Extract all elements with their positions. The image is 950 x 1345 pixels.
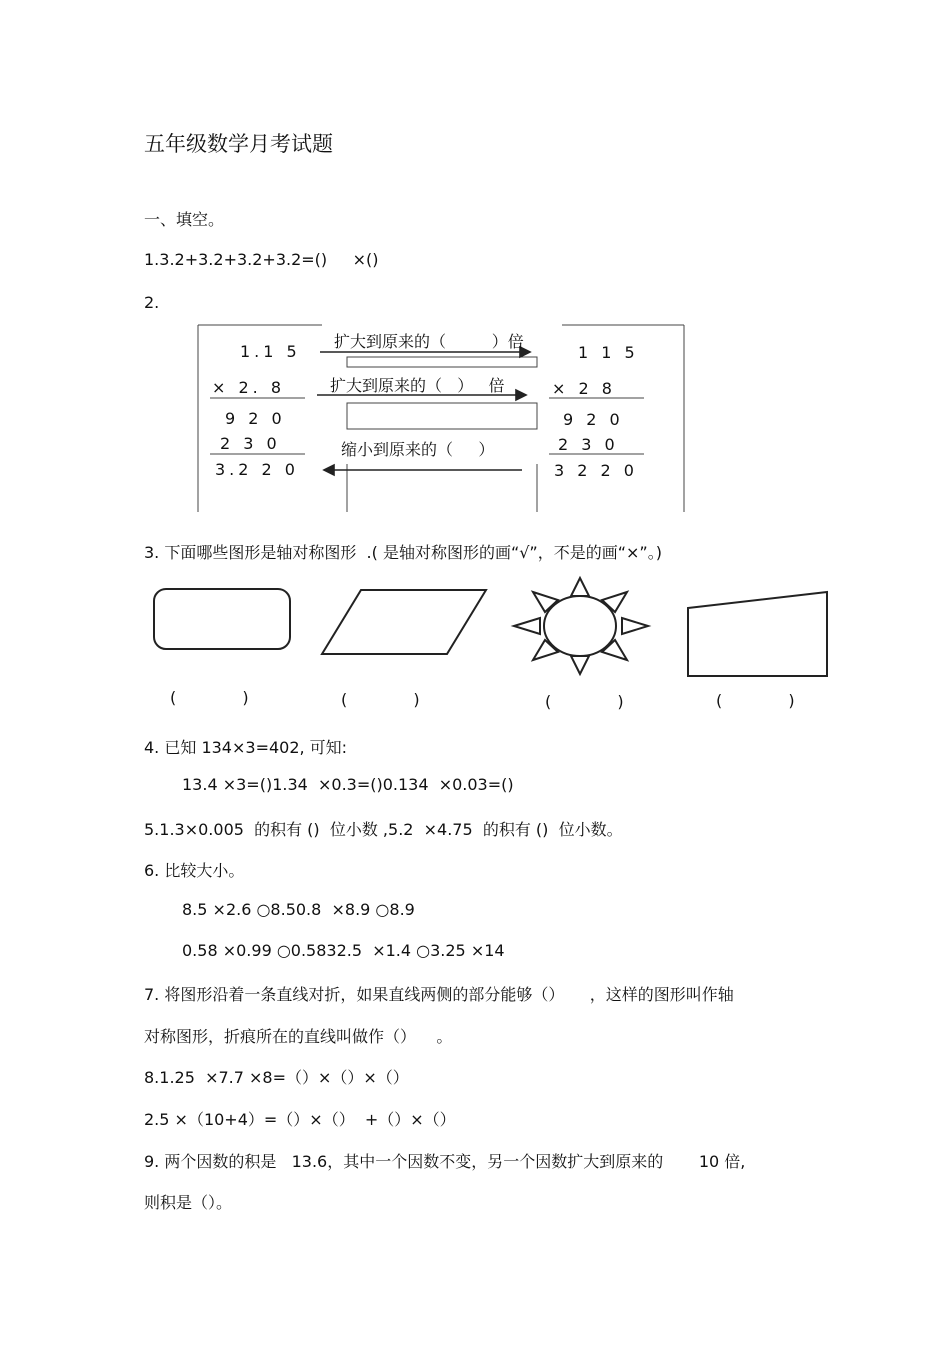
calc-left-partial1: 9 2 0 (225, 409, 286, 428)
question-9-line1: 9. 两个因数的积是 13.6，其中一个因数不变，另一个因数扩大到原来的 10 倍, (144, 1152, 746, 1171)
arrow-label-2: 扩大到原来的（ ） 倍 (330, 376, 505, 395)
answer-paren-3: ( ) (545, 692, 624, 711)
question-5: 5.1.3×0.005 的积有 () 位小数 ,5.2 ×4.75 的积有 () 位小数。 (144, 820, 623, 839)
rounded-rectangle-shape (154, 589, 290, 649)
answer-paren-2: ( ) (341, 690, 420, 709)
question-8-line2: 2.5 ×（10+4）=（）×（） +（）×（） (144, 1110, 456, 1129)
question-2-label: 2. (144, 293, 160, 312)
calc-right-partial2: 2 3 0 (558, 435, 619, 454)
question-6-line1: 8.5 ×2.6 ○8.50.8 ×8.9 ○8.9 (182, 900, 415, 919)
calc-left-factor1: 1.1 5 (240, 342, 301, 361)
question-9-line2: 则积是（）。 (144, 1193, 233, 1212)
question-4-sub: 13.4 ×3=()1.34 ×0.3=()0.134 ×0.03=() (182, 775, 514, 794)
calc-right-result: 3 2 2 0 (554, 461, 638, 480)
question-4: 4. 已知 134×3=402, 可知: (144, 738, 348, 757)
question-8-line1: 8.1.25 ×7.7 ×8=（）×（）×（） (144, 1068, 409, 1087)
calc-left-partial2: 2 3 0 (220, 434, 281, 453)
question-3: 3. 下面哪些图形是轴对称图形 .( 是轴对称图形的画“√”，不是的画“×”。) (144, 543, 662, 562)
sun-shape (514, 578, 648, 674)
calc-right-factor1: 1 1 5 (578, 343, 639, 362)
question-6-line2: 0.58 ×0.99 ○0.5832.5 ×1.4 ○3.25 ×14 (182, 941, 505, 960)
calc-left-factor2: × 2. 8 (212, 378, 286, 397)
question-7-line1: 7. 将图形沿着一条直线对折，如果直线两侧的部分能够（） ，这样的图形叫作轴 (144, 985, 734, 1004)
answer-paren-4: ( ) (716, 691, 795, 710)
answer-paren-1: ( ) (170, 688, 249, 707)
section-heading: 一、填空。 (144, 210, 225, 229)
page-title: 五年级数学月考试题 (144, 132, 333, 156)
arrow-label-1: 扩大到原来的（ ）倍 (334, 332, 524, 351)
calc-right-partial1: 9 2 0 (563, 410, 624, 429)
question-7-line2: 对称图形，折痕所在的直线叫做作（） 。 (144, 1027, 453, 1046)
calc-right-factor2: × 2 8 (552, 379, 616, 398)
calc-left-result: 3.2 2 0 (215, 460, 299, 479)
question-6: 6. 比较大小。 (144, 861, 245, 880)
question-1: 1.3.2+3.2+3.2+3.2=() ×() (144, 250, 379, 269)
trapezoid-shape (688, 592, 827, 676)
arrow-label-3: 缩小到原来的（ ） (341, 440, 495, 459)
parallelogram-shape (322, 590, 486, 654)
